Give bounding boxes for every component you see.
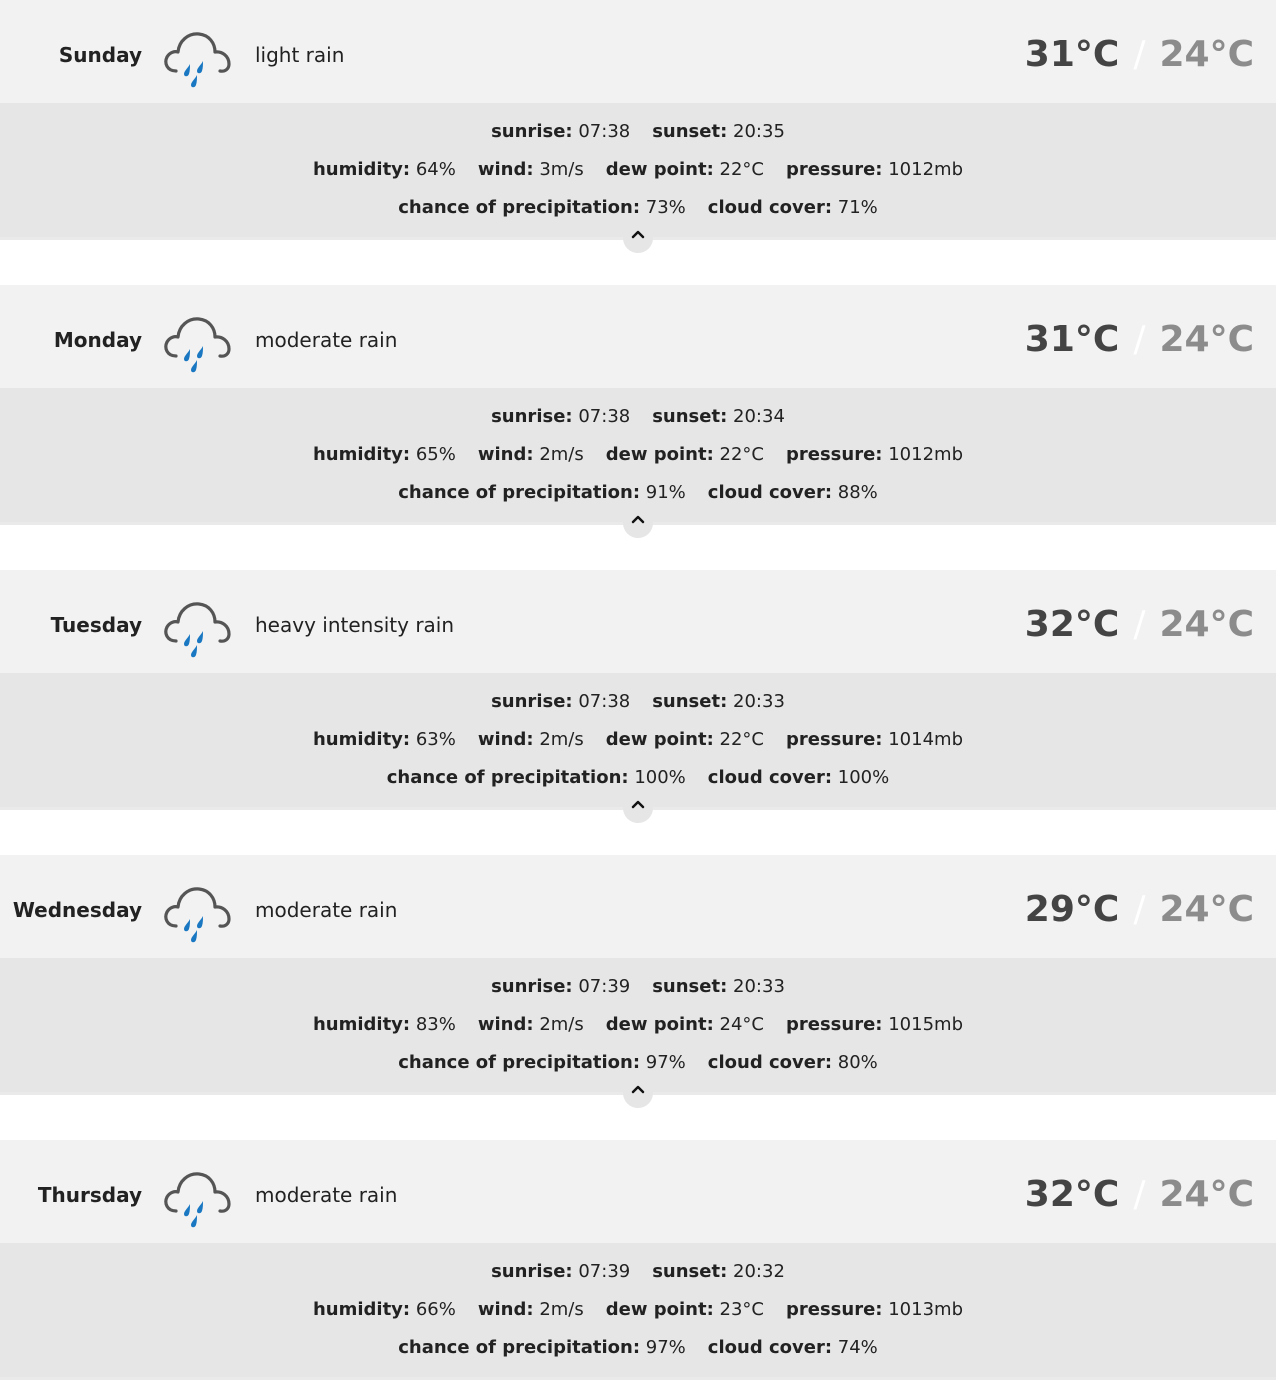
day-details (0, 103, 1276, 240)
humidity-value: 64% (415, 159, 456, 180)
sunset-value: 20:34 (733, 406, 785, 427)
humidity-item (313, 158, 456, 182)
cloud-cover-item (708, 766, 889, 790)
day-header[interactable] (0, 285, 1276, 388)
humidity-label: humidity: (312, 729, 411, 750)
dew-point-value: 23°C (719, 1299, 764, 1320)
dew-point-label: dew point: (605, 1014, 714, 1035)
day-forecast-wednesday (0, 855, 1276, 1095)
precipitation-item (398, 1336, 686, 1360)
wind-value: 2m/s (539, 1014, 584, 1035)
sunset-item (652, 405, 785, 429)
sunrise-item (491, 975, 630, 999)
precipitation-row (0, 1051, 1276, 1075)
cloud-cover-item (708, 1336, 878, 1360)
collapse-details-button[interactable] (623, 1078, 653, 1108)
sunrise-value: 07:38 (578, 691, 631, 712)
collapse-details-button[interactable] (623, 508, 653, 538)
humidity-label: humidity: (312, 1299, 411, 1320)
rain-cloud-icon (162, 25, 234, 93)
temperature-separator: / (1133, 889, 1146, 930)
pressure-label: pressure: (786, 444, 883, 465)
cloud-cover-label: cloud cover: (707, 482, 833, 503)
humidity-item (313, 1013, 456, 1037)
dew-point-label: dew point: (605, 444, 714, 465)
low-temperature: 24°C (1159, 1174, 1254, 1215)
sunrise-label: sunrise: (491, 1261, 573, 1282)
temperature-separator: / (1133, 319, 1146, 360)
wind-item (478, 1298, 584, 1322)
day-header[interactable] (0, 0, 1276, 103)
condition-text: heavy intensity rain (255, 613, 455, 637)
precipitation-value: 91% (645, 482, 686, 503)
sunset-item (652, 975, 785, 999)
pressure-label: pressure: (786, 1299, 883, 1320)
sunset-item (652, 690, 785, 714)
wind-item (478, 158, 584, 182)
precipitation-item (398, 1051, 686, 1075)
dew-point-item (606, 443, 764, 467)
collapse-details-button[interactable] (623, 223, 653, 253)
sunrise-label: sunrise: (491, 976, 573, 997)
pressure-value: 1012mb (888, 159, 964, 180)
humidity-label: humidity: (312, 444, 411, 465)
sunset-item (652, 120, 785, 144)
cloud-cover-label: cloud cover: (707, 1337, 833, 1358)
day-name: Sunday (58, 43, 142, 67)
conditions-row (0, 1013, 1276, 1037)
sun-times-row (0, 120, 1276, 144)
dew-point-value: 24°C (719, 1014, 764, 1035)
temperature-separator: / (1133, 604, 1146, 645)
rain-cloud-icon (162, 1165, 234, 1233)
chevron-up-icon (631, 229, 645, 239)
cloud-cover-value: 80% (837, 1052, 878, 1073)
temperature-range (1025, 285, 1254, 388)
precipitation-label: chance of precipitation: (398, 482, 641, 503)
pressure-item (786, 728, 963, 752)
pressure-value: 1013mb (888, 1299, 964, 1320)
wind-label: wind: (477, 159, 534, 180)
pressure-value: 1014mb (888, 729, 964, 750)
conditions-row (0, 158, 1276, 182)
day-name: Monday (53, 328, 142, 352)
dew-point-label: dew point: (605, 159, 714, 180)
day-forecast-sunday (0, 0, 1276, 240)
cloud-cover-label: cloud cover: (707, 1052, 833, 1073)
condition-text: moderate rain (255, 328, 398, 352)
sunset-value: 20:32 (733, 1261, 785, 1282)
dew-point-item (606, 1013, 764, 1037)
sunrise-value: 07:39 (578, 976, 631, 997)
high-temperature: 31°C (1024, 319, 1120, 360)
wind-item (478, 728, 584, 752)
condition-text: moderate rain (255, 898, 398, 922)
precipitation-row (0, 766, 1276, 790)
day-forecast-thursday (0, 1140, 1276, 1380)
humidity-item (313, 728, 456, 752)
precipitation-item (398, 196, 686, 220)
dew-point-label: dew point: (605, 729, 714, 750)
sunrise-item (491, 1260, 630, 1284)
cloud-cover-item (708, 196, 878, 220)
dew-point-value: 22°C (719, 159, 764, 180)
wind-value: 2m/s (539, 444, 584, 465)
sunset-value: 20:33 (733, 691, 785, 712)
cloud-cover-item (708, 1051, 878, 1075)
dew-point-label: dew point: (605, 1299, 714, 1320)
precipitation-value: 100% (634, 767, 686, 788)
precipitation-item (387, 766, 686, 790)
precipitation-value: 97% (645, 1337, 686, 1358)
sunset-item (652, 1260, 785, 1284)
sun-times-row (0, 405, 1276, 429)
day-header[interactable] (0, 1140, 1276, 1243)
wind-item (478, 1013, 584, 1037)
dew-point-item (606, 1298, 764, 1322)
sunrise-value: 07:38 (578, 121, 631, 142)
chevron-up-icon (631, 1084, 645, 1094)
sunset-label: sunset: (652, 1261, 728, 1282)
sunrise-value: 07:39 (578, 1261, 631, 1282)
precipitation-value: 73% (645, 197, 686, 218)
temperature-range (1025, 855, 1254, 958)
pressure-label: pressure: (786, 729, 883, 750)
day-details (0, 673, 1276, 810)
humidity-label: humidity: (312, 159, 411, 180)
cloud-cover-value: 74% (837, 1337, 878, 1358)
precipitation-row (0, 481, 1276, 505)
wind-value: 3m/s (539, 159, 584, 180)
sunrise-label: sunrise: (491, 691, 573, 712)
wind-item (478, 443, 584, 467)
sunrise-label: sunrise: (491, 121, 573, 142)
sunrise-item (491, 690, 630, 714)
pressure-value: 1015mb (888, 1014, 964, 1035)
dew-point-value: 22°C (719, 729, 764, 750)
humidity-label: humidity: (312, 1014, 411, 1035)
condition-text: light rain (255, 43, 345, 67)
sunrise-value: 07:38 (578, 406, 631, 427)
precipitation-label: chance of precipitation: (398, 197, 641, 218)
low-temperature: 24°C (1159, 889, 1254, 930)
low-temperature: 24°C (1159, 319, 1254, 360)
cloud-cover-value: 71% (837, 197, 878, 218)
precipitation-label: chance of precipitation: (386, 767, 629, 788)
humidity-item (313, 443, 456, 467)
wind-label: wind: (477, 729, 534, 750)
high-temperature: 31°C (1024, 34, 1120, 75)
precipitation-item (398, 481, 686, 505)
precipitation-label: chance of precipitation: (398, 1337, 641, 1358)
wind-label: wind: (477, 1299, 534, 1320)
conditions-row (0, 443, 1276, 467)
sunrise-item (491, 405, 630, 429)
pressure-value: 1012mb (888, 444, 964, 465)
sunset-label: sunset: (652, 406, 728, 427)
wind-label: wind: (477, 1014, 534, 1035)
day-name: Thursday (37, 1183, 142, 1207)
rain-cloud-icon (162, 595, 234, 663)
dew-point-item (606, 158, 764, 182)
collapse-details-button[interactable] (623, 793, 653, 823)
cloud-cover-label: cloud cover: (707, 197, 833, 218)
temperature-separator: / (1133, 1174, 1146, 1215)
day-name: Wednesday (12, 898, 142, 922)
precipitation-row (0, 1336, 1276, 1360)
pressure-item (786, 158, 963, 182)
pressure-item (786, 1013, 963, 1037)
day-name: Tuesday (50, 613, 142, 637)
day-details (0, 1243, 1276, 1380)
condition-text: moderate rain (255, 1183, 398, 1207)
sunrise-label: sunrise: (491, 406, 573, 427)
temperature-range (1025, 1140, 1254, 1243)
cloud-cover-item (708, 481, 878, 505)
precipitation-row (0, 196, 1276, 220)
sunset-label: sunset: (652, 121, 728, 142)
wind-label: wind: (477, 444, 534, 465)
precipitation-label: chance of precipitation: (398, 1052, 641, 1073)
sun-times-row (0, 975, 1276, 999)
sun-times-row (0, 690, 1276, 714)
sunset-label: sunset: (652, 976, 728, 997)
day-header[interactable] (0, 570, 1276, 673)
temperature-separator: / (1133, 34, 1146, 75)
temperature-range (1025, 570, 1254, 673)
sunset-value: 20:33 (733, 976, 785, 997)
chevron-up-icon (631, 799, 645, 809)
conditions-row (0, 728, 1276, 752)
temperature-range (1025, 0, 1254, 103)
sunset-value: 20:35 (733, 121, 785, 142)
pressure-item (786, 1298, 963, 1322)
dew-point-value: 22°C (719, 444, 764, 465)
day-details (0, 388, 1276, 525)
high-temperature: 29°C (1024, 889, 1120, 930)
precipitation-value: 97% (645, 1052, 686, 1073)
pressure-label: pressure: (786, 1014, 883, 1035)
day-details (0, 958, 1276, 1095)
chevron-up-icon (631, 514, 645, 524)
cloud-cover-label: cloud cover: (707, 767, 833, 788)
humidity-value: 66% (415, 1299, 456, 1320)
pressure-item (786, 443, 963, 467)
sun-times-row (0, 1260, 1276, 1284)
humidity-value: 65% (415, 444, 456, 465)
low-temperature: 24°C (1159, 34, 1254, 75)
pressure-label: pressure: (786, 159, 883, 180)
sunset-label: sunset: (652, 691, 728, 712)
rain-cloud-icon (162, 880, 234, 948)
high-temperature: 32°C (1024, 604, 1120, 645)
day-forecast-monday (0, 285, 1276, 525)
cloud-cover-value: 88% (837, 482, 878, 503)
humidity-value: 63% (415, 729, 456, 750)
high-temperature: 32°C (1024, 1174, 1120, 1215)
humidity-item (313, 1298, 456, 1322)
low-temperature: 24°C (1159, 604, 1254, 645)
day-header[interactable] (0, 855, 1276, 958)
dew-point-item (606, 728, 764, 752)
day-forecast-tuesday (0, 570, 1276, 810)
sunrise-item (491, 120, 630, 144)
wind-value: 2m/s (539, 729, 584, 750)
humidity-value: 83% (415, 1014, 456, 1035)
conditions-row (0, 1298, 1276, 1322)
wind-value: 2m/s (539, 1299, 584, 1320)
rain-cloud-icon (162, 310, 234, 378)
cloud-cover-value: 100% (837, 767, 890, 788)
